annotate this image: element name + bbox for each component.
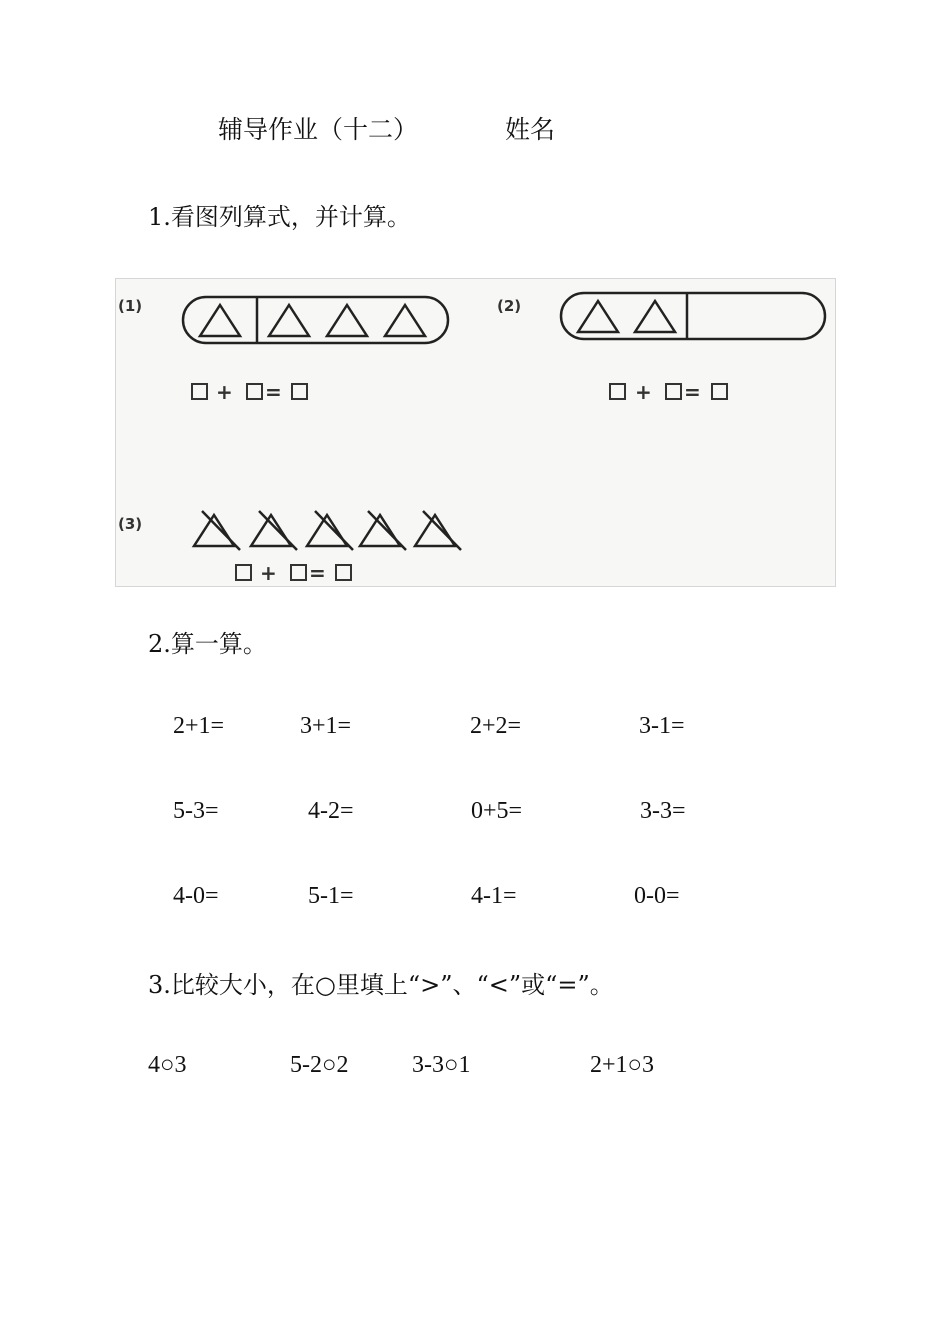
triangle-icon bbox=[269, 305, 309, 336]
answer-box bbox=[291, 565, 306, 580]
part-2-equation bbox=[610, 380, 727, 404]
calc-item: 2+2= bbox=[470, 713, 522, 739]
question-1-heading: 1.看图列算式，并计算。 bbox=[148, 203, 411, 231]
part-3-crossed-triangles bbox=[194, 511, 461, 550]
picture-equation-figure bbox=[115, 278, 836, 587]
calc-item: 0+5= bbox=[471, 798, 523, 824]
crossed-triangle-icon bbox=[307, 511, 353, 550]
calc-item: 4-2= bbox=[308, 798, 354, 824]
calc-item: 0-0= bbox=[634, 883, 680, 909]
part-1-label: (1) bbox=[118, 297, 143, 315]
calc-item: 5-3= bbox=[173, 798, 219, 824]
calc-item: 5-1= bbox=[308, 883, 354, 909]
compare-item: 4○3 bbox=[148, 1052, 187, 1078]
crossed-triangle-icon bbox=[415, 511, 461, 550]
part-2-bar-model bbox=[561, 293, 825, 339]
equals-sign: = bbox=[265, 380, 282, 404]
answer-box bbox=[292, 384, 307, 399]
compare-item: 2+1○3 bbox=[590, 1052, 655, 1078]
figure-drawing bbox=[116, 279, 835, 586]
triangle-icon bbox=[385, 305, 425, 336]
triangle-icon bbox=[635, 301, 675, 332]
plus-sign: + bbox=[216, 380, 233, 404]
calc-item: 2+1= bbox=[173, 713, 225, 739]
calc-item: 3+1= bbox=[300, 713, 352, 739]
part-3-label: (3) bbox=[118, 515, 143, 533]
triangle-icon bbox=[200, 305, 240, 336]
compare-item: 3-3○1 bbox=[412, 1052, 471, 1078]
part-1-bar-model bbox=[183, 297, 448, 343]
crossed-triangle-icon bbox=[360, 511, 406, 550]
question-3-heading: 3.比较大小，在○里填上“>”、“<”或“=”。 bbox=[148, 971, 614, 999]
answer-box bbox=[666, 384, 681, 399]
triangle-icon bbox=[327, 305, 367, 336]
answer-box bbox=[610, 384, 625, 399]
part-1-equation bbox=[192, 380, 307, 404]
question-2-heading: 2.算一算。 bbox=[148, 630, 267, 658]
equals-sign: = bbox=[309, 561, 326, 585]
page-title: 辅导作业（十二） bbox=[218, 115, 419, 144]
calc-item: 3-3= bbox=[640, 798, 686, 824]
part-2-label: (2) bbox=[497, 297, 522, 315]
calc-item: 4-1= bbox=[471, 883, 517, 909]
answer-box bbox=[236, 565, 251, 580]
plus-sign: + bbox=[260, 561, 277, 585]
part-3-equation bbox=[236, 561, 351, 585]
plus-sign: + bbox=[635, 380, 652, 404]
name-label: 姓名 bbox=[505, 115, 556, 144]
answer-box bbox=[247, 384, 262, 399]
calc-item: 3-1= bbox=[639, 713, 685, 739]
answer-box bbox=[712, 384, 727, 399]
crossed-triangle-icon bbox=[251, 511, 297, 550]
triangle-icon bbox=[578, 301, 618, 332]
compare-item: 5-2○2 bbox=[290, 1052, 349, 1078]
answer-box bbox=[192, 384, 207, 399]
equals-sign: = bbox=[684, 380, 701, 404]
answer-box bbox=[336, 565, 351, 580]
calc-item: 4-0= bbox=[173, 883, 219, 909]
crossed-triangle-icon bbox=[194, 511, 240, 550]
